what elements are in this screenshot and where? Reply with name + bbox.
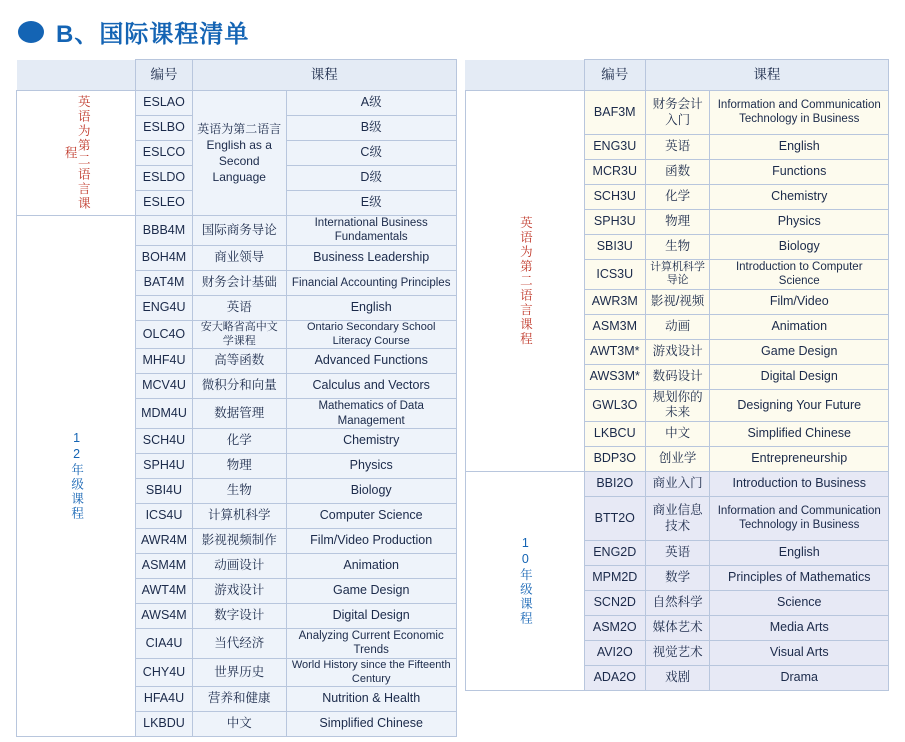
course-name-cn: 安大略省高中文学课程: [192, 320, 286, 349]
table-row: [17, 91, 457, 116]
course-code: BAF3M: [584, 91, 645, 135]
course-name-cn: 高等函数: [192, 349, 286, 374]
course-name-en: Game Design: [286, 579, 456, 604]
corner-cell: [465, 60, 584, 91]
course-code: AWR4M: [136, 529, 193, 554]
course-name-cn: 戏剧: [645, 666, 710, 691]
course-code: HFA4U: [136, 687, 193, 712]
course-name-en: Digital Design: [286, 604, 456, 629]
course-name-cn: 化学: [645, 185, 710, 210]
course-name-cn: 数据管理: [192, 399, 286, 429]
course-name-en: Advanced Functions: [286, 349, 456, 374]
table-row: [17, 216, 457, 246]
course-name-cn: 数学: [645, 566, 710, 591]
table-row: [465, 91, 888, 135]
course-code: LKBDU: [136, 712, 193, 737]
course-name-en: Introduction to Business: [710, 472, 889, 497]
course-name-cn: 英语: [192, 295, 286, 320]
course-name-en: Information and Communication Technology in Business: [710, 497, 889, 541]
course-name-en: Business Leadership: [286, 245, 456, 270]
course-name-en: Calculus and Vectors: [286, 374, 456, 399]
course-level: A级: [286, 91, 456, 116]
course-name-cn: 商业入门: [645, 472, 710, 497]
course-name-en: World History since the Fifteenth Century: [286, 658, 456, 687]
course-name-cn: 商业信息技术: [645, 497, 710, 541]
course-name-en: Chemistry: [710, 185, 889, 210]
course-name-en: English: [710, 541, 889, 566]
course-code: ASM4M: [136, 554, 193, 579]
course-name-cn: 规划你的未来: [645, 389, 710, 421]
course-name-cn: 影视视频制作: [192, 529, 286, 554]
course-level: C级: [286, 141, 456, 166]
course-code: SBI3U: [584, 235, 645, 260]
course-name-cn: 游戏设计: [192, 579, 286, 604]
course-code: ESLAO: [136, 91, 193, 116]
course-name-en: Drama: [710, 666, 889, 691]
course-name-cn: 数码设计: [645, 364, 710, 389]
course-name-en: Mathematics of Data Management: [286, 399, 456, 429]
course-name-cn: 微积分和向量: [192, 374, 286, 399]
course-code: ENG3U: [584, 135, 645, 160]
course-name-cn: 物理: [645, 210, 710, 235]
course-code: OLC4O: [136, 320, 193, 349]
course-code: ASM2O: [584, 616, 645, 641]
course-code: AWS4M: [136, 604, 193, 629]
course-name-en: Financial Accounting Principles: [286, 270, 456, 295]
course-code: GWL3O: [584, 389, 645, 421]
course-name-cn: 函数: [645, 160, 710, 185]
course-table-right: [465, 59, 889, 691]
course-code: CHY4U: [136, 658, 193, 687]
course-name-cn: 商业领导: [192, 245, 286, 270]
course-name-en: Information and Communication Technology in Business: [710, 91, 889, 135]
course-name-cn: 计算机科学导论: [645, 260, 710, 290]
course-group-name: 英语为第二语言 English as a Second Language: [192, 91, 286, 216]
course-name-en: Film/Video Production: [286, 529, 456, 554]
course-name-en: Physics: [286, 454, 456, 479]
side-label-esl: 英语为第二语言课程: [465, 91, 584, 472]
course-code: MDM4U: [136, 399, 193, 429]
side-label-esl: 英语为第二语言课程: [17, 91, 136, 216]
bullet-icon: [18, 21, 44, 43]
course-name-en: Analyzing Current Economic Trends: [286, 629, 456, 659]
page-title-text: B、国际课程清单: [56, 21, 250, 48]
course-name-en: Introduction to Computer Science: [710, 260, 889, 290]
header-course: 课程: [645, 60, 888, 91]
course-name-en: English: [710, 135, 889, 160]
course-code: ESLCO: [136, 141, 193, 166]
course-name-cn: 生物: [192, 479, 286, 504]
course-code: CIA4U: [136, 629, 193, 659]
course-code: BTT2O: [584, 497, 645, 541]
course-name-cn: 动画: [645, 314, 710, 339]
header-code: 编号: [136, 60, 193, 91]
course-name-en: Media Arts: [710, 616, 889, 641]
course-code: ICS3U: [584, 260, 645, 290]
course-code: SCH4U: [136, 429, 193, 454]
course-code: ENG4U: [136, 295, 193, 320]
course-name-en: English: [286, 295, 456, 320]
course-name-en: Animation: [710, 314, 889, 339]
course-name-en: Biology: [286, 479, 456, 504]
course-name-cn: 媒体艺术: [645, 616, 710, 641]
course-name-en: Visual Arts: [710, 641, 889, 666]
course-name-cn: 国际商务导论: [192, 216, 286, 246]
course-code: MCV4U: [136, 374, 193, 399]
course-name-en: Animation: [286, 554, 456, 579]
course-code: ENG2D: [584, 541, 645, 566]
course-code: AVI2O: [584, 641, 645, 666]
course-name-cn: 创业学: [645, 447, 710, 472]
course-name-en: International Business Fundamentals: [286, 216, 456, 246]
course-code: MHF4U: [136, 349, 193, 374]
course-name-en: Physics: [710, 210, 889, 235]
side-label-grade12: 12年级课程: [17, 216, 136, 737]
course-name-en: Nutrition & Health: [286, 687, 456, 712]
course-code: ESLDO: [136, 166, 193, 191]
course-code: ASM3M: [584, 314, 645, 339]
course-name-cn: 营养和健康: [192, 687, 286, 712]
course-code: SCN2D: [584, 591, 645, 616]
course-name-cn: 化学: [192, 429, 286, 454]
course-name-en: Functions: [710, 160, 889, 185]
course-name-en: Designing Your Future: [710, 389, 889, 421]
course-code: SBI4U: [136, 479, 193, 504]
course-name-en: Computer Science: [286, 504, 456, 529]
course-name-cn: 中文: [645, 422, 710, 447]
course-name-cn: 英语: [645, 135, 710, 160]
course-code: AWS3M*: [584, 364, 645, 389]
course-code: BBB4M: [136, 216, 193, 246]
course-name-en: Science: [710, 591, 889, 616]
course-code: SPH3U: [584, 210, 645, 235]
course-code: SPH4U: [136, 454, 193, 479]
course-level: B级: [286, 116, 456, 141]
corner-cell: [17, 60, 136, 91]
course-code: BAT4M: [136, 270, 193, 295]
header-course: 课程: [192, 60, 456, 91]
course-name-en: Entrepreneurship: [710, 447, 889, 472]
course-code: MPM2D: [584, 566, 645, 591]
course-name-cn: 中文: [192, 712, 286, 737]
course-name-en: Biology: [710, 235, 889, 260]
course-name-cn: 动画设计: [192, 554, 286, 579]
side-label-grade10: 10年级课程: [465, 472, 584, 691]
course-level: E级: [286, 191, 456, 216]
course-code: ESLEO: [136, 191, 193, 216]
course-code: BBI2O: [584, 472, 645, 497]
course-code: BOH4M: [136, 245, 193, 270]
course-name-cn: 英语: [645, 541, 710, 566]
table-header-row: [465, 60, 888, 91]
course-name-cn: 当代经济: [192, 629, 286, 659]
course-name-cn: 世界历史: [192, 658, 286, 687]
course-name-en: Digital Design: [710, 364, 889, 389]
course-code: ICS4U: [136, 504, 193, 529]
course-name-cn: 游戏设计: [645, 339, 710, 364]
course-name-cn: 数字设计: [192, 604, 286, 629]
course-code: AWR3M: [584, 289, 645, 314]
table-header-row: [17, 60, 457, 91]
course-level: D级: [286, 166, 456, 191]
course-name-en: Ontario Secondary School Literacy Course: [286, 320, 456, 349]
course-code: AWT3M*: [584, 339, 645, 364]
course-code: LKBCU: [584, 422, 645, 447]
course-name-cn: 视觉艺术: [645, 641, 710, 666]
course-code: AWT4M: [136, 579, 193, 604]
course-name-en: Simplified Chinese: [286, 712, 456, 737]
course-code: ADA2O: [584, 666, 645, 691]
course-name-cn: 财务会计基础: [192, 270, 286, 295]
course-name-cn: 计算机科学: [192, 504, 286, 529]
course-code: MCR3U: [584, 160, 645, 185]
course-tables: [0, 59, 905, 737]
course-code: SCH3U: [584, 185, 645, 210]
course-name-cn: 财务会计入门: [645, 91, 710, 135]
course-name-en: Chemistry: [286, 429, 456, 454]
page-title: [0, 0, 905, 59]
course-table-left: [16, 59, 457, 737]
course-name-en: Simplified Chinese: [710, 422, 889, 447]
course-name-en: Game Design: [710, 339, 889, 364]
header-code: 编号: [584, 60, 645, 91]
course-code: BDP3O: [584, 447, 645, 472]
course-name-cn: 生物: [645, 235, 710, 260]
course-name-cn: 自然科学: [645, 591, 710, 616]
course-name-en: Film/Video: [710, 289, 889, 314]
table-row: [465, 472, 888, 497]
course-name-cn: 物理: [192, 454, 286, 479]
course-name-en: Principles of Mathematics: [710, 566, 889, 591]
course-name-cn: 影视/视频: [645, 289, 710, 314]
course-code: ESLBO: [136, 116, 193, 141]
